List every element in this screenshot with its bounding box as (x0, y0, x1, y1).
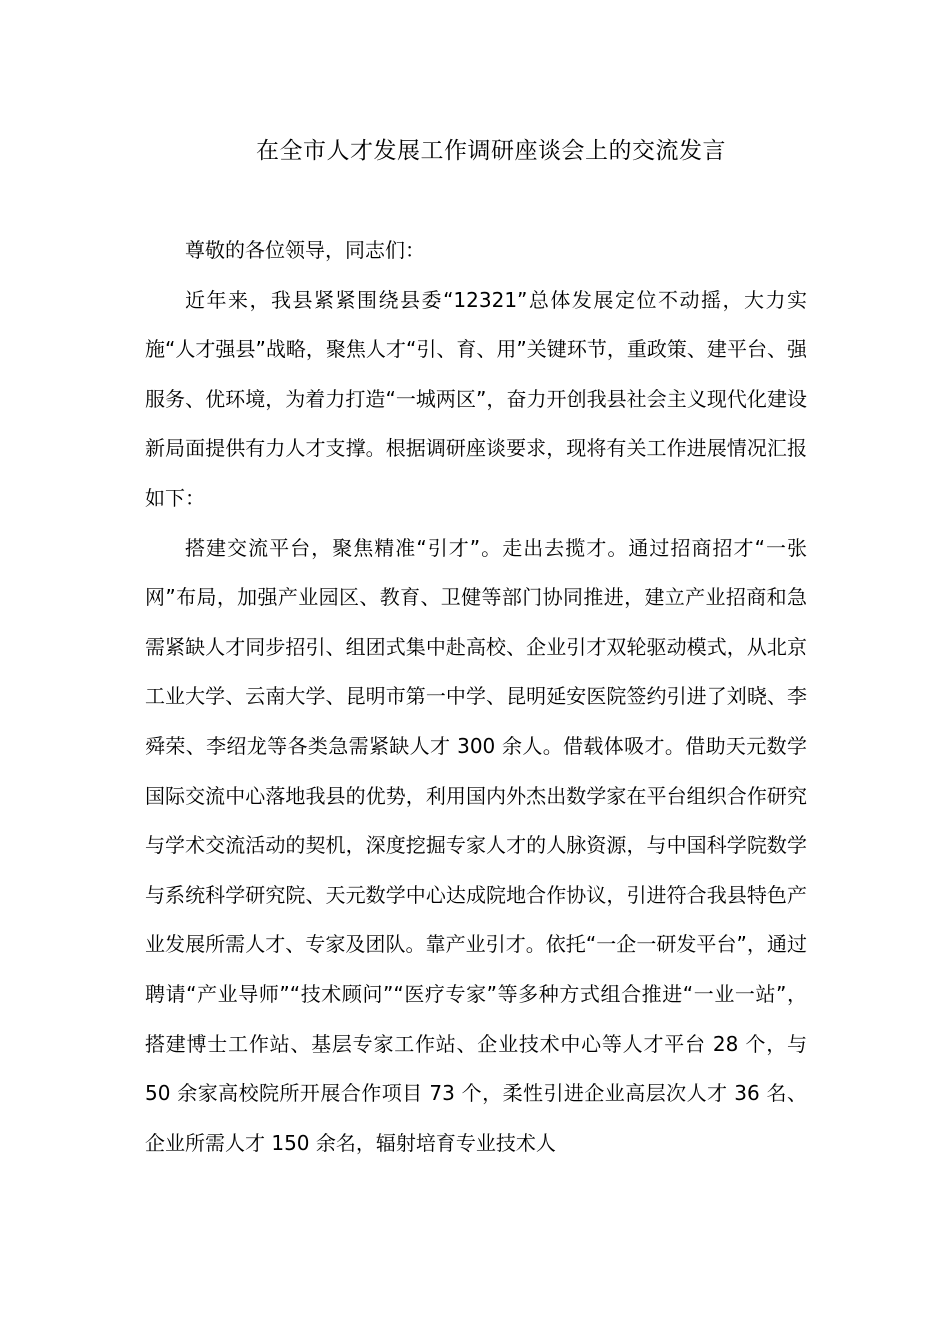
paragraph-intro: 近年来，我县紧紧围绕县委“12321”总体发展定位不动摇，大力实施“人才强县”战略，聚焦人才“引、育、用”关键环节，重政策、建平台、强服务、优环境，为着力打造“一城两区”，奋力开创我县社会主义现代化建设新局面提供有力人才支撑。根据调研座谈要求，现将有关工作进展情况汇报如下： (145, 287, 807, 510)
document-body (145, 226, 807, 1168)
document-title: 在全市人才发展工作调研座谈会上的交流发言 (256, 138, 726, 164)
paragraph-talent-platform: 搭建交流平台，聚焦精准“引才”。走出去揽才。通过招商招才“一张网”布局，加强产业园区、教育、卫健等部门协同推进，建立产业招商和急需紧缺人才同步招引、组团式集中赴高校、企业引才双轮驱动模式，从北京工业大学、云南大学、昆明市第一中学、昆明延安医院签约引进了刘晓、李舜荣、李绍龙等各类急需紧缺人才 300 余人。借载体吸才。借助天元数学国际交流中心落地我县的优势，利用国内外杰出数学家在平台组织合作研究与学术交流活动的契机，深度挖掘专家人才的人脉资源，与中国科学院数学与系统科学研究院、天元数学中心达成院地合作协议，引进符合我县特色产业发展所需人才、专家及团队。靠产业引才。依托“一企一研发平台”，通过聘请“产业导师”“技术顾问”“医疗专家”等多种方式组合推进“一业一站”，搭建博士工作站、基层专家工作站、企业技术中心等人才平台 28 个，与 50 余家高校院所开展合作项目 73 个，柔性引进企业高层次人才 36 名、企业所需人才 150 余名，辐射培育专业技术人 (145, 535, 807, 1155)
salutation: 尊敬的各位领导，同志们： (185, 238, 425, 262)
